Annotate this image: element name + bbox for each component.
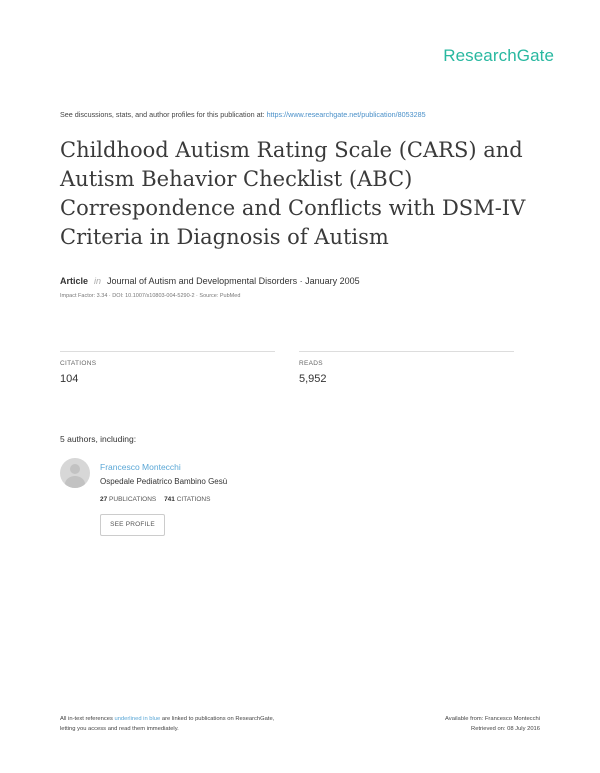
author-stats	[100, 496, 210, 503]
author-citations-label: CITATIONS	[176, 496, 211, 503]
reads-divider	[299, 351, 514, 352]
citations-value: 104	[60, 373, 79, 385]
author-publications-label: PUBLICATIONS	[109, 496, 157, 503]
footer-availability	[445, 714, 540, 734]
title-line: Correspondence and Conflicts with DSM-IV	[60, 196, 526, 220]
available-from: Available from: Francesco Montecchi	[445, 716, 540, 722]
footer-references-note	[60, 714, 274, 734]
author-avatar[interactable]	[60, 458, 90, 488]
avatar-body-shape	[65, 476, 85, 488]
title-line: Childhood Autism Rating Scale (CARS) and	[60, 138, 523, 162]
publication-url-link[interactable]: https://www.researchgate.net/publication/8053285	[266, 110, 426, 119]
publication-title	[60, 136, 540, 252]
avatar-head-shape	[70, 464, 80, 474]
footer-left-pre: All in-text references	[60, 716, 113, 722]
publication-meta	[60, 276, 360, 286]
citations-label: CITATIONS	[60, 360, 97, 367]
reads-label: READS	[299, 360, 323, 367]
underlined-in-blue-link[interactable]: underlined in blue	[114, 716, 161, 722]
author-citations-count: 741	[164, 496, 175, 503]
journal-date: Journal of Autism and Developmental Disorders · January 2005	[107, 276, 360, 286]
author-publications-count: 27	[100, 496, 108, 503]
title-line: Criteria in Diagnosis of Autism	[60, 225, 389, 249]
citations-divider	[60, 351, 275, 352]
impact-doi-source: Impact Factor: 3.34 · DOI: 10.1007/s10803-004-5290-2 · Source: PubMed	[60, 293, 241, 299]
reads-value: 5,952	[299, 373, 327, 385]
footer-left-post: are linked to publications on ResearchGate,	[161, 716, 275, 722]
retrieved-on: Retrieved on: 08 July 2016	[471, 726, 540, 732]
author-institution: Ospedale Pediatrico Bambino Gesù	[100, 477, 228, 486]
researchgate-logo[interactable]: ResearchGate	[443, 46, 554, 65]
discussion-notice	[60, 110, 580, 119]
footer-left-line2: letting you access and read them immediately.	[60, 726, 179, 732]
see-profile-button[interactable]: SEE PROFILE	[100, 514, 165, 536]
title-line: Autism Behavior Checklist (ABC)	[60, 167, 413, 191]
publication-type: Article	[60, 276, 89, 286]
discussion-text: See discussions, stats, and author profiles for this publication at:	[60, 110, 265, 119]
authors-heading: 5 authors, including:	[60, 434, 137, 444]
in-label: in	[94, 276, 102, 286]
author-name-link[interactable]: Francesco Montecchi	[100, 462, 181, 472]
